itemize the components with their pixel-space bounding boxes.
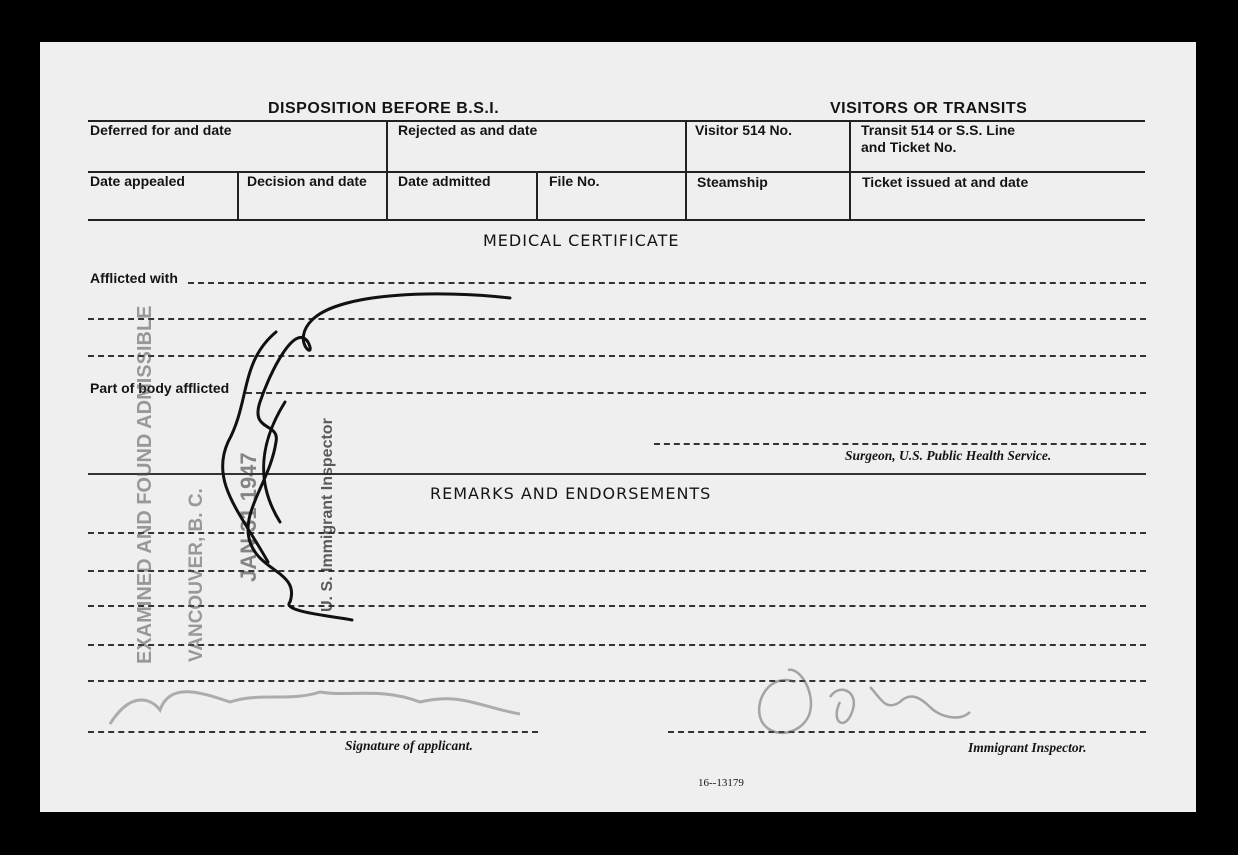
date-admitted-label: Date admitted [398,173,491,189]
immigration-card [40,42,1196,812]
remarks-title: REMARKS AND ENDORSEMENTS [430,484,712,503]
afflicted-with-label: Afflicted with [90,270,178,286]
transit-label-line2: and Ticket No. [861,139,957,155]
medical-certificate-title: MEDICAL CERTIFICATE [483,231,680,250]
surgeon-caption: Surgeon, U.S. Public Health Service. [845,448,1052,463]
file-no-label: File No. [549,173,600,189]
stamp-date: JAN 31 1947 [236,452,261,582]
handwriting-layer [40,42,1196,812]
transit-label-line1: Transit 514 or S.S. Line [861,122,1016,138]
admission-stamp-line2: VANCOUVER, B. C. [186,488,207,662]
form-number: 16--13179 [698,777,744,789]
ticket-issued-label: Ticket issued at and date [862,174,1029,190]
deferred-label: Deferred for and date [90,122,232,138]
applicant-signature-mark [110,692,520,724]
rejected-label: Rejected as and date [398,122,538,138]
stamp-inspector-label: U. S. Immigrant Inspector [319,418,336,612]
visitors-header: VISITORS OR TRANSITS [830,100,1028,117]
disposition-header: DISPOSITION BEFORE B.S.I. [268,100,500,117]
admission-stamp-line1: EXAMINED AND FOUND ADMISSIBLE [134,305,156,664]
inspector-signature-caption: Immigrant Inspector. [968,740,1087,755]
applicant-signature-caption: Signature of applicant. [345,738,473,753]
decision-label: Decision and date [247,173,367,189]
inspector-signature-mark [759,670,970,733]
visitor-no-label: Visitor 514 No. [695,122,793,138]
steamship-label: Steamship [697,174,768,190]
date-appealed-label: Date appealed [90,173,185,189]
inspector-initials-scrawl [223,294,510,620]
part-of-body-label: Part of body afflicted [90,380,230,396]
